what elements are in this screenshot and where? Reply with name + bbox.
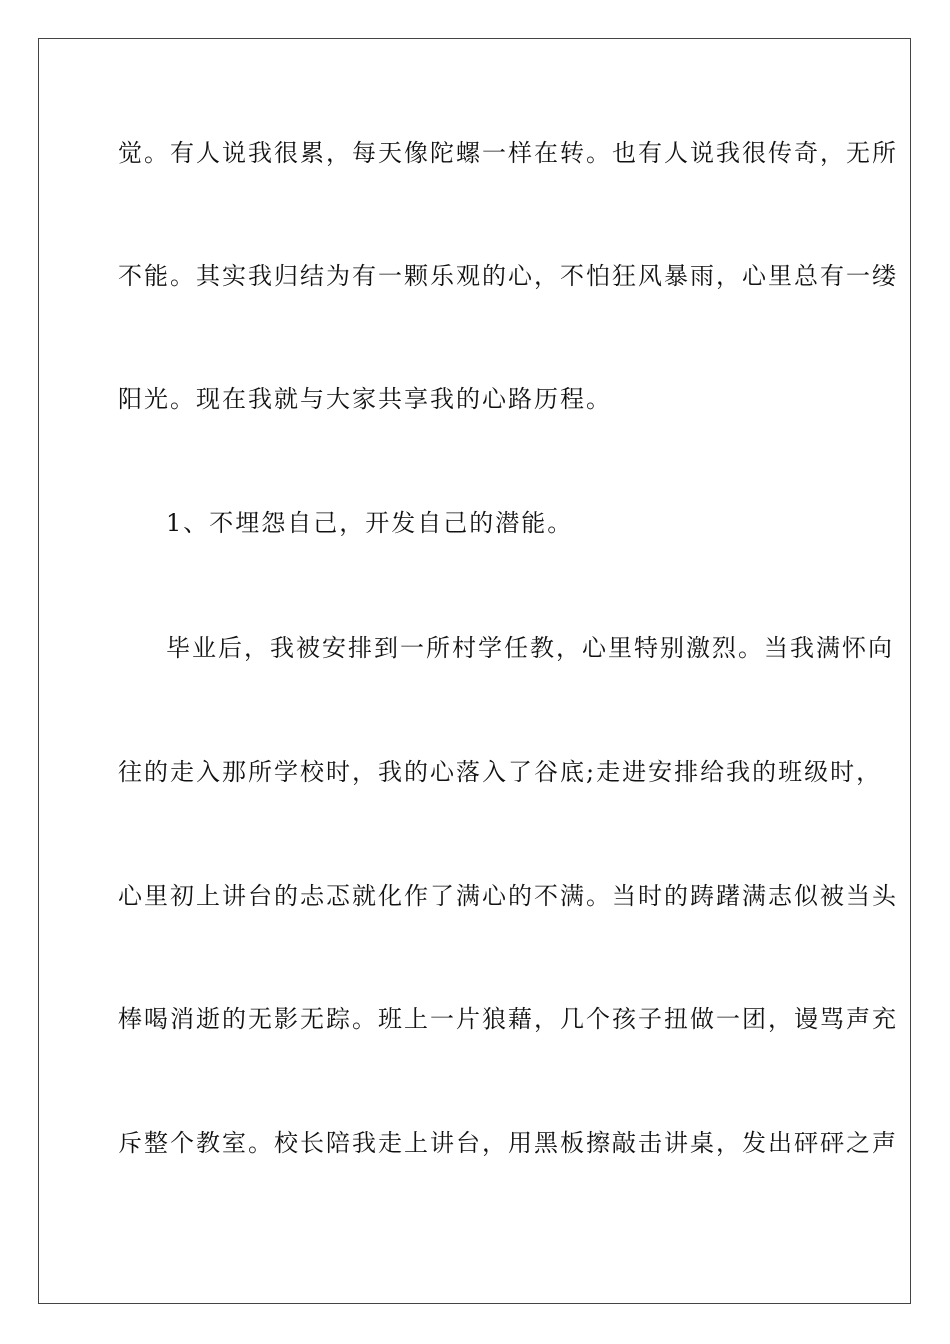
paragraph-line: 心里初上讲台的忐忑就化作了满心的不满。当时的踌躇满志似被当头 (118, 882, 898, 910)
paragraph-line: 阳光。现在我就与大家共享我的心路历程。 (118, 385, 612, 413)
paragraph-line: 棒喝消逝的无影无踪。班上一片狼藉，几个孩子扭做一团，谩骂声充 (118, 1005, 898, 1033)
paragraph-line: 不能。其实我归结为有一颗乐观的心，不怕狂风暴雨，心里总有一缕 (118, 262, 898, 290)
page-frame (38, 38, 911, 1304)
paragraph-line: 斥整个教室。校长陪我走上讲台，用黑板擦敲击讲桌，发出砰砰之声 (118, 1129, 898, 1157)
paragraph-line: 毕业后，我被安排到一所村学任教，心里特别激烈。当我满怀向 (166, 634, 894, 662)
paragraph-line: 往的走入那所学校时，我的心落入了谷底;走进安排给我的班级时， (118, 758, 883, 786)
section-heading: 1、不埋怨自己，开发自己的潜能。 (166, 509, 574, 537)
paragraph-line: 觉。有人说我很累，每天像陀螺一样在转。也有人说我很传奇，无所 (118, 139, 898, 167)
